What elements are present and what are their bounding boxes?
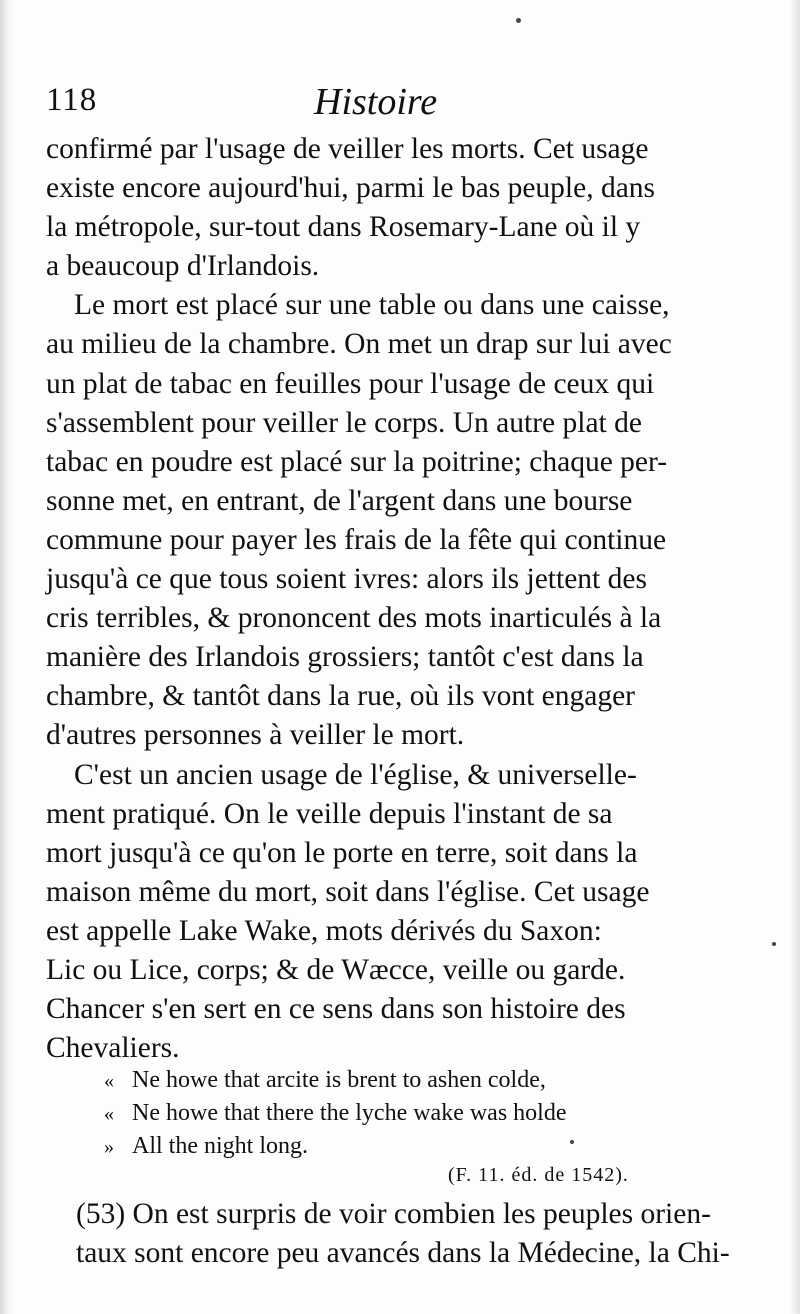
ink-speck <box>516 18 521 23</box>
footnote <box>76 1195 736 1273</box>
page-header <box>46 82 746 130</box>
quote-mark: « <box>104 1070 114 1092</box>
verse-line <box>104 1130 704 1163</box>
ink-speck <box>772 942 776 946</box>
text-line: ment pratiqué. On le veille depuis l'instant de sa <box>46 797 613 830</box>
verse-text: Ne howe that arcite is brent to ashen colde, <box>132 1067 546 1093</box>
text-line: la métropole, sur-tout dans Rosemary-Lane où il y <box>46 211 641 244</box>
verse-text: Ne howe that there the lyche wake was holde <box>132 1100 567 1126</box>
text-line: C'est un ancien usage de l'église, & universelle- <box>74 758 637 791</box>
text-line: commune pour payer les frais de la fête qui continue <box>46 523 667 556</box>
quote-mark: « <box>104 1103 114 1125</box>
text-line: Chevaliers. <box>46 1032 180 1065</box>
verse-quotation <box>104 1064 704 1163</box>
text-line: sonne met, en entrant, de l'argent dans une bourse <box>46 484 633 517</box>
page-right-shadow <box>790 0 800 1314</box>
text-line: maison même du mort, soit dans l'église. Cet usage <box>46 875 650 908</box>
quote-mark: » <box>104 1136 114 1158</box>
verse-text: All the night long. <box>132 1133 308 1159</box>
ink-speck <box>570 1140 574 1144</box>
text-line: manière des Irlandois grossiers; tantôt c'est dans la <box>46 641 644 674</box>
text-line: chambre, & tantôt dans la rue, où ils vont engager <box>46 680 636 713</box>
text-line: au milieu de la chambre. On met un drap sur lui avec <box>46 328 672 361</box>
text-line: Le mort est placé sur une table ou dans une caisse, <box>74 289 670 322</box>
text-line: a beaucoup d'Irlandois. <box>46 250 320 283</box>
text-line: existe encore aujourd'hui, parmi le bas peuple, dans <box>46 172 656 205</box>
text-line: Lic ou Lice, corps; & de Wæcce, veille ou garde. <box>46 953 626 986</box>
text-line: confirmé par l'usage de veiller les morts. Cet usage <box>46 133 649 165</box>
body-text <box>46 130 736 1068</box>
verse-line <box>104 1097 704 1130</box>
text-line: tabac en poudre est placé sur la poitrine; chaque per- <box>46 445 668 478</box>
paragraph <box>46 756 736 1069</box>
text-line: est appelle Lake Wake, mots dérivés du Saxon: <box>46 914 602 947</box>
text-line: jusqu'à ce que tous soient ivres: alors ils jettent des <box>46 563 647 596</box>
paragraph <box>46 286 736 755</box>
text-line: s'assemblent pour veiller le corps. Un autre plat de <box>46 406 642 439</box>
paragraph <box>46 130 736 286</box>
text-line: un plat de tabac en feuilles pour l'usage de ceux qui <box>46 367 655 400</box>
text-line: mort jusqu'à ce qu'on le porte en terre, soit dans la <box>46 836 638 869</box>
text-line: Chancer s'en sert en ce sens dans son histoire des <box>46 993 626 1026</box>
page-left-shadow <box>0 0 14 1314</box>
page-number: 118 <box>46 82 98 118</box>
text-line: cris terribles, & prononcent des mots inarticulés à la <box>46 602 662 635</box>
citation: (F. 11. éd. de 1542). <box>448 1164 629 1186</box>
note-line: (53) On est surpris de voir combien les peuples orien- <box>76 1198 711 1230</box>
note-line: taux sont encore peu avancés dans la Médecine, la Chi- <box>76 1237 730 1269</box>
running-title: Histoire <box>314 81 438 123</box>
verse-line <box>104 1064 704 1097</box>
text-line: d'autres personnes à veiller le mort. <box>46 719 465 752</box>
